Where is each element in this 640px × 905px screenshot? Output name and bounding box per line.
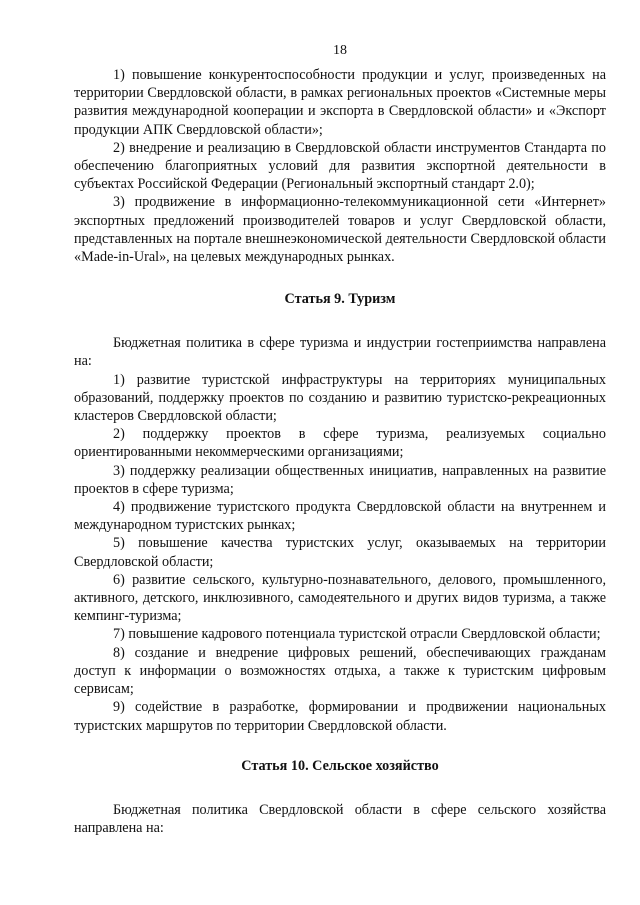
article-10-heading: Статья 10. Сельское хозяйство — [241, 757, 439, 774]
list-item: 2) поддержку проектов в сфере туризма, реализуемых социально ориентированными некоммерческими организациями; — [74, 426, 606, 461]
article-10-intro: Бюджетная политика Свердловской области в сфере сельского хозяйства направлена на: — [74, 801, 606, 836]
list-item: 8) создание и внедрение цифровых решений, обеспечивающих гражданам доступ к информации о возможностях отдыха, а также к туристским цифровым сервисам; — [74, 644, 606, 698]
list-item: 1) повышение конкурентоспособности продукции и услуг, произведенных на территории Свердловской области, в рамках региональных проектов «Системные меры развития международной кооперации и экспорта в Свердловской области» и «Экспорт продукции АПК Свердловской области»; — [74, 67, 606, 138]
page-number: 18 — [333, 43, 347, 58]
article-9-heading: Статья 9. Туризм — [284, 291, 396, 308]
list-item: 7) повышение кадрового потенциала туристской отрасли Свердловской области; — [113, 626, 601, 643]
list-item: 5) повышение качества туристских услуг, оказываемых на территории Свердловской области; — [74, 535, 606, 570]
list-item: 6) развитие сельского, культурно-познавательного, делового, промышленного, активного, детского, инклюзивного, самодеятельного и других видов туризма, а также кемпинг-туризма; — [74, 571, 606, 625]
previous-article-items — [74, 66, 606, 266]
article-9-intro: Бюджетная политика в сфере туризма и индустрии гостеприимства направлена на: — [74, 335, 606, 370]
list-item: 4) продвижение туристского продукта Свердловской области на внутреннем и международном туристских рынках; — [74, 499, 606, 534]
article-9-body — [74, 334, 606, 734]
list-item: 2) внедрение и реализацию в Свердловской области инструментов Стандарта по обеспечению благоприятных условий для развития экспортной деятельности в субъектах Российской Федерации (Региональный экспортный стандарт 2.0); — [74, 139, 606, 193]
list-item: 3) поддержку реализации общественных инициатив, направленных на развитие проектов в сфере туризма; — [74, 462, 606, 497]
list-item: 1) развитие туристской инфраструктуры на территориях муниципальных образований, поддержку проектов по созданию и развитию туристско-рекреационных кластеров Свердловской области; — [74, 371, 606, 425]
list-item: 3) продвижение в информационно-телекоммуникационной сети «Интернет» экспортных предложений производителей товаров и услуг Свердловской области, представленных на портале внешнеэкономической деятельности Свердловской области «Made-in-Ural», на целевых международных рынках. — [74, 194, 606, 266]
list-item: 9) содействие в разработке, формировании и продвижении национальных туристских маршрутов по территории Свердловской области. — [74, 699, 606, 734]
article-10-body — [74, 801, 606, 837]
